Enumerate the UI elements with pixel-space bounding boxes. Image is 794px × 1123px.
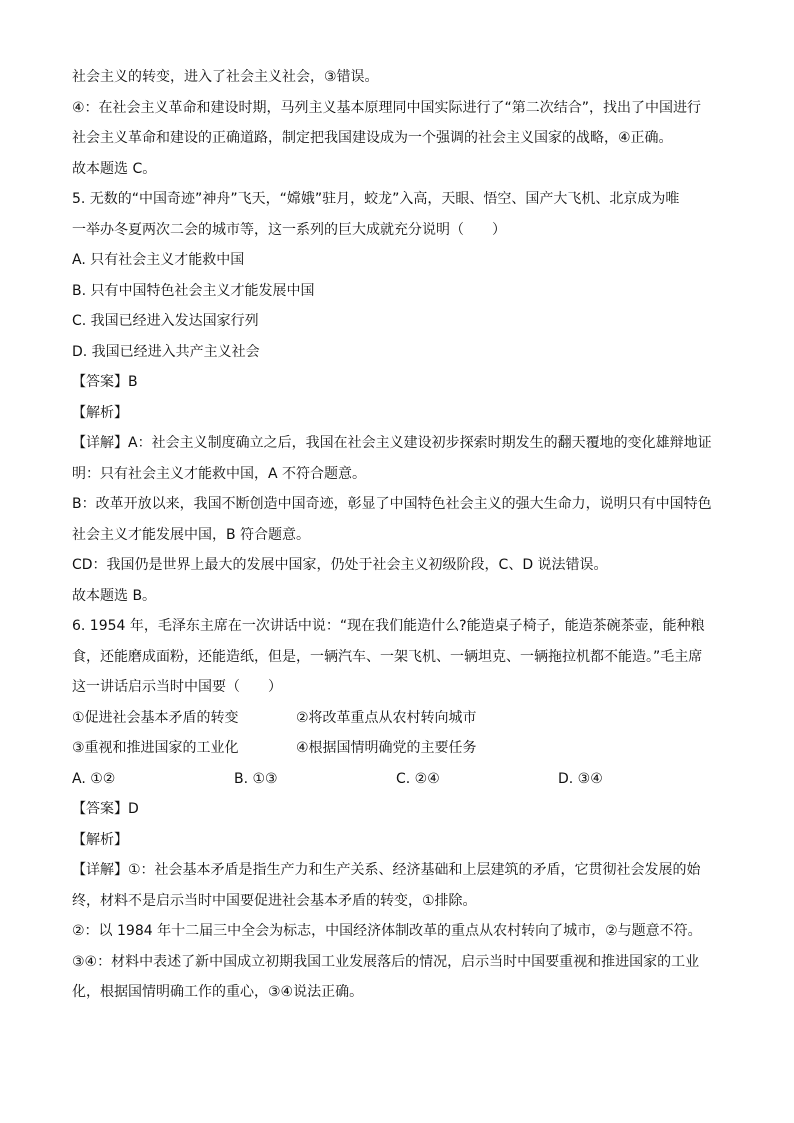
q6-choice: A. ①② (72, 770, 116, 787)
q6-choice-row (72, 764, 732, 795)
text-line: 终，材料不是启示当时中国要促进社会基本矛盾的转变，①排除。 (72, 892, 477, 909)
text-line: 故本题选 C。 (72, 160, 157, 177)
text-line: B：改革开放以来，我国不断创造中国奇迹，彰显了中国特色社会主义的强大生命力，说明只有中国特色 (72, 496, 712, 512)
answer-label: 【答案】D (72, 801, 139, 817)
q6-option-row (72, 733, 732, 764)
text-line: ④：在社会主义革命和建设时期，马列主义基本原理同中国实际进行了“第二次结合”，找出了中国进行 (72, 99, 702, 116)
document-page (72, 62, 732, 1008)
q6-choice: B. ①③ (234, 770, 278, 787)
text-line: 社会主义革命和建设的正确道路，制定把我国建设成为一个强调的社会主义国家的战略，④正确。 (72, 130, 673, 146)
q6-option: ③重视和推进国家的工业化 (72, 740, 239, 756)
q6-option-row (72, 703, 732, 734)
analysis-label: 【解析】 (72, 831, 128, 848)
q6-option: ④根据国情明确党的主要任务 (296, 740, 477, 756)
question-6-stem: 这一讲话启示当时中国要（ ） (72, 679, 282, 695)
question-6-stem: 6. 1954 年，毛泽东主席在一次讲话中说：“现在我们能造什么?能造桌子椅子，能造茶碗茶壶，能种粮 (72, 618, 705, 634)
text-line: ③④：材料中表述了新中国成立初期我国工业发展落后的情况，启示当时中国要重视和推进国家的工业 (72, 953, 700, 970)
analysis-label: 【解析】 (72, 404, 128, 421)
question-6-stem: 食，还能磨成面粉，还能造纸，但是，一辆汽车、一架飞机、一辆坦克、一辆拖拉机都不能造。”毛主席 (72, 648, 703, 665)
text-line: 【详解】A：社会主义制度确立之后，我国在社会主义建设初步探索时期发生的翻天覆地的变化雄辩地证 (72, 435, 712, 451)
option-b: B. 只有中国特色社会主义才能发展中国 (72, 282, 315, 299)
q6-option: ②将改革重点从农村转向城市 (296, 709, 477, 726)
text-line: 故本题选 B。 (72, 587, 157, 604)
text-line: 化，根据国情明确工作的重心，③④说法正确。 (72, 984, 364, 1000)
question-5-stem: 一举办冬夏两次二会的城市等，这一系列的巨大成就充分说明（ ） (72, 221, 506, 238)
text-line: 明：只有社会主义才能救中国，A 不符合题意。 (72, 465, 367, 482)
q6-option: ①促进社会基本矛盾的转变 (72, 709, 239, 726)
option-c: C. 我国已经进入发达国家行列 (72, 313, 259, 329)
q6-choice: D. ③④ (558, 770, 603, 787)
q6-choice: C. ②④ (396, 770, 440, 787)
text-line: 社会主义的转变，进入了社会主义社会，③错误。 (72, 69, 379, 85)
text-line: 社会主义才能发展中国，B 符合题意。 (72, 526, 311, 543)
answer-label: 【答案】B (72, 374, 138, 390)
option-a: A. 只有社会主义才能救中国 (72, 252, 245, 268)
option-d: D. 我国已经进入共产主义社会 (72, 343, 260, 360)
text-line: CD：我国仍是世界上最大的发展中国家，仍处于社会主义初级阶段，C、D 说法错误。 (72, 557, 608, 573)
text-line: ②：以 1984 年十二届三中全会为标志，中国经济体制改革的重点从农村转向了城市，②与题意不符。 (72, 923, 702, 939)
question-5-stem: 5. 无数的“中国奇迹”神舟”飞天，“嫦娥”驻月，蛟龙”入高，天眼、悟空、国产大飞机、北京成为唯 (72, 191, 680, 207)
text-line: 【详解】①：社会基本矛盾是指生产力和生产关系、经济基础和上层建筑的矛盾，它贯彻社会发展的始 (72, 862, 701, 878)
